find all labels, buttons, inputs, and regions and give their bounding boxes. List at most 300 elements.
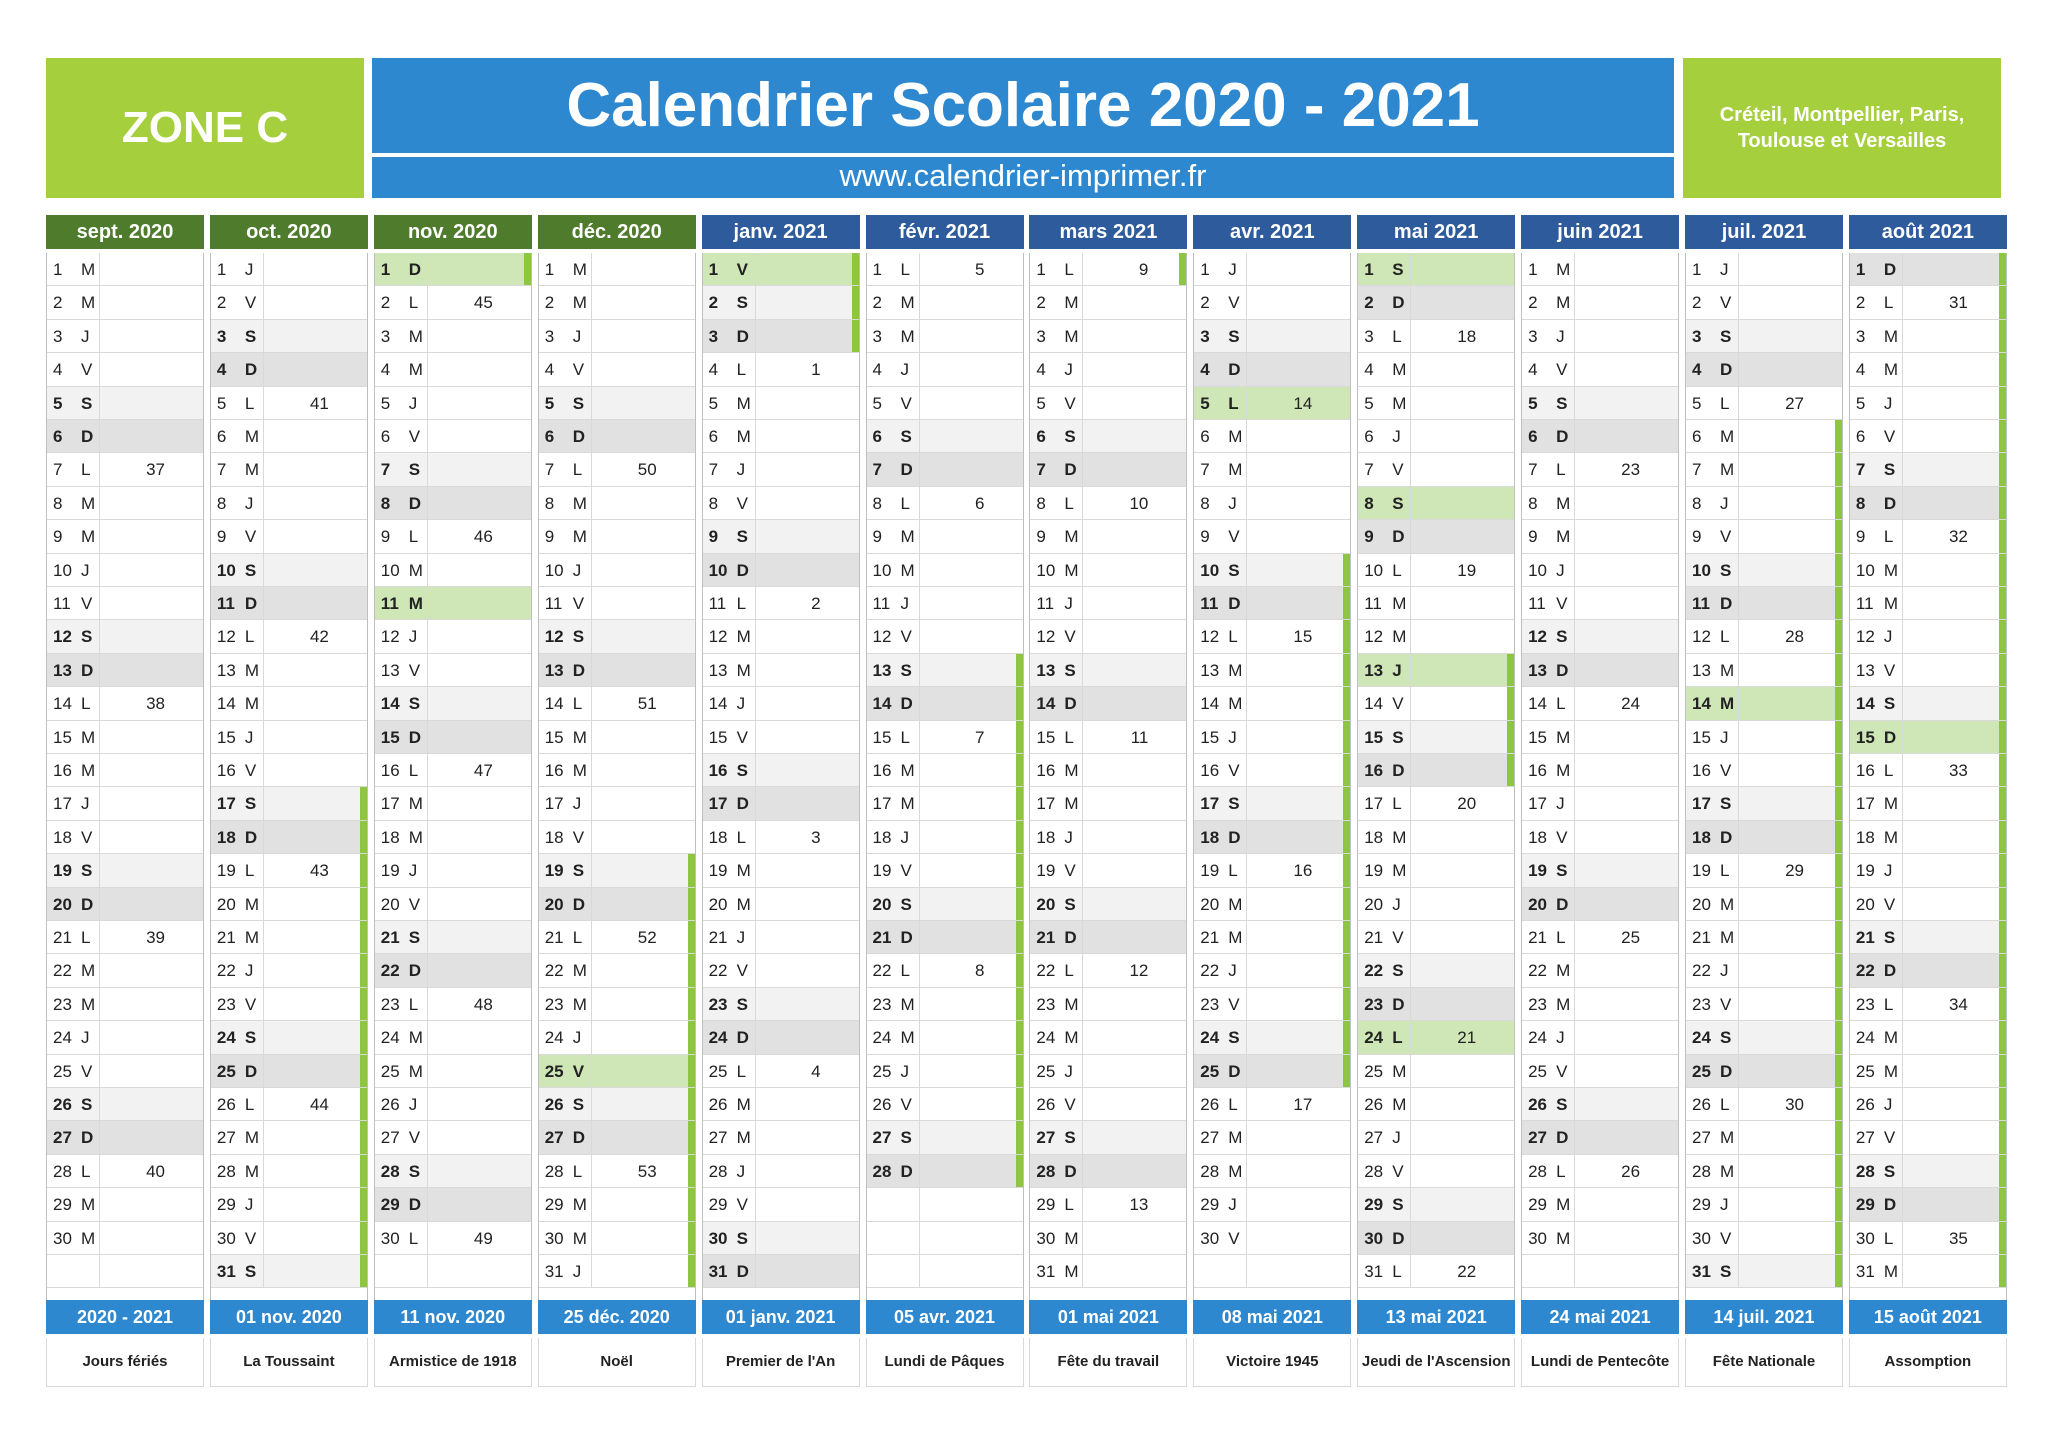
day-number: 8 xyxy=(1200,493,1210,513)
day-letter: M xyxy=(1720,1128,1735,1148)
vacation-marker xyxy=(1507,721,1514,753)
holiday-name: Jours fériés xyxy=(46,1338,204,1387)
day-letter: S xyxy=(1720,794,1732,814)
vacation-marker xyxy=(1999,721,2006,753)
day-number: 17 xyxy=(216,794,236,814)
day-row xyxy=(1850,721,2006,754)
day-letter: M xyxy=(408,827,423,847)
day-number: 8 xyxy=(216,493,227,513)
day-letter: S xyxy=(408,1161,421,1181)
day-number: 5 xyxy=(708,393,719,413)
day-letter: S xyxy=(1064,427,1076,446)
vacation-marker xyxy=(1835,1055,1842,1087)
month-header: avr. 2021 xyxy=(1193,215,1351,249)
week-number: 30 xyxy=(1785,1095,1804,1114)
day-letter: M xyxy=(572,994,587,1014)
day-row xyxy=(47,587,203,620)
day-letter: L xyxy=(1883,293,1894,313)
day-number: 15 xyxy=(1200,727,1220,747)
day-number: 22 xyxy=(1528,961,1548,981)
day-letter: L xyxy=(1883,761,1894,780)
month-days xyxy=(374,253,532,1316)
vacation-marker xyxy=(1835,754,1842,786)
day-row xyxy=(47,721,203,754)
day-number: 28 xyxy=(380,1161,400,1181)
vacation-marker xyxy=(1999,821,2006,853)
holiday-date: 25 déc. 2020 xyxy=(538,1300,696,1334)
day-number: 21 xyxy=(216,928,236,947)
day-row xyxy=(1194,1155,1350,1188)
day-letter: M xyxy=(1392,627,1407,647)
vacation-marker xyxy=(1835,1121,1842,1153)
day-number: 15 xyxy=(872,727,892,747)
week-number: 5 xyxy=(975,260,985,279)
day-number: 27 xyxy=(216,1128,236,1148)
day-row xyxy=(1194,554,1350,587)
day-letter: M xyxy=(81,1228,96,1248)
day-row xyxy=(211,554,367,587)
day-number: 17 xyxy=(708,794,728,814)
day-row xyxy=(211,1222,367,1255)
holiday-date: 14 juil. 2021 xyxy=(1685,1300,1843,1334)
vacation-marker xyxy=(1835,620,1842,652)
day-number: 26 xyxy=(380,1095,400,1114)
day-number: 17 xyxy=(1200,794,1220,814)
day-row xyxy=(47,1021,203,1054)
day-number: 20 xyxy=(1528,894,1548,914)
day-number: 15 xyxy=(708,727,728,747)
week-number: 18 xyxy=(1457,326,1477,346)
day-letter: S xyxy=(1556,1095,1568,1114)
day-letter: S xyxy=(1720,1262,1732,1281)
day-row xyxy=(211,520,367,553)
day-letter: J xyxy=(244,1195,254,1215)
day-number: 9 xyxy=(1036,527,1046,547)
day-number: 21 xyxy=(1200,928,1220,947)
day-letter: D xyxy=(81,660,94,680)
vacation-marker xyxy=(1835,1188,1842,1220)
day-number: 23 xyxy=(1855,994,1875,1014)
month-header: févr. 2021 xyxy=(866,215,1024,249)
day-row xyxy=(375,787,531,820)
day-letter: M xyxy=(900,527,915,547)
holiday-name: Assomption xyxy=(1849,1338,2007,1387)
day-letter: M xyxy=(1883,326,1899,346)
day-row xyxy=(539,1055,695,1088)
vacation-marker xyxy=(1507,687,1514,719)
day-letter: M xyxy=(1228,1128,1243,1148)
day-letter: V xyxy=(736,260,748,279)
day-row xyxy=(1358,1055,1514,1088)
week-number: 17 xyxy=(1293,1095,1313,1114)
day-number: 25 xyxy=(544,1061,564,1081)
day-number: 13 xyxy=(1692,660,1711,680)
day-letter: L xyxy=(900,493,910,513)
day-number: 4 xyxy=(53,360,63,380)
day-letter: M xyxy=(900,761,915,780)
day-row xyxy=(47,1121,203,1154)
month-days xyxy=(1029,253,1187,1316)
day-letter: D xyxy=(1556,427,1569,446)
day-row xyxy=(1686,353,1842,386)
day-row xyxy=(1358,754,1514,787)
day-number: 27 xyxy=(53,1128,72,1148)
day-number: 22 xyxy=(872,961,892,981)
day-number: 26 xyxy=(53,1095,72,1114)
day-letter: L xyxy=(1064,727,1074,747)
day-letter: V xyxy=(408,1128,421,1148)
day-row xyxy=(867,453,1023,486)
day-number: 12 xyxy=(1364,627,1384,647)
day-letter: M xyxy=(1064,794,1079,814)
day-number: 9 xyxy=(1364,527,1374,547)
day-letter: D xyxy=(1392,293,1405,313)
day-number: 24 xyxy=(872,1028,892,1048)
day-number: 12 xyxy=(544,627,564,647)
vacation-marker xyxy=(1343,787,1350,819)
day-letter: D xyxy=(1883,961,1897,981)
day-letter: M xyxy=(572,1228,587,1248)
day-letter: J xyxy=(244,961,254,981)
day-row xyxy=(539,687,695,720)
vacation-marker xyxy=(1016,687,1023,719)
day-row xyxy=(1358,453,1514,486)
day-row xyxy=(867,721,1023,754)
day-row xyxy=(375,1222,531,1255)
day-number: 10 xyxy=(1364,560,1384,580)
day-letter: V xyxy=(736,493,748,513)
vacation-marker xyxy=(524,253,531,285)
vacation-marker xyxy=(1835,988,1842,1020)
day-letter: L xyxy=(408,1228,419,1248)
day-number: 30 xyxy=(708,1228,728,1248)
day-row xyxy=(375,487,531,520)
day-number: 8 xyxy=(53,493,63,513)
day-number: 2 xyxy=(380,293,391,313)
day-number: 17 xyxy=(1855,794,1875,814)
day-letter: M xyxy=(1556,293,1571,313)
day-row xyxy=(1522,587,1678,620)
day-letter: D xyxy=(1556,894,1569,914)
vacation-marker xyxy=(360,1088,367,1120)
day-letter: V xyxy=(1720,527,1732,547)
day-number: 23 xyxy=(1036,994,1056,1014)
day-row xyxy=(1850,888,2006,921)
day-row xyxy=(1686,1222,1842,1255)
day-row xyxy=(1194,1222,1350,1255)
day-row xyxy=(1522,821,1678,854)
day-letter: S xyxy=(1064,894,1076,914)
day-number: 15 xyxy=(1692,727,1711,747)
website-link[interactable]: www.calendrier-imprimer.fr xyxy=(839,158,1207,193)
day-row xyxy=(1850,1055,2006,1088)
day-letter: S xyxy=(736,293,748,313)
day-row xyxy=(1194,687,1350,720)
day-number: 25 xyxy=(1528,1061,1548,1081)
day-letter: S xyxy=(1064,1128,1076,1148)
day-letter: V xyxy=(736,961,748,981)
day-row xyxy=(1850,620,2006,653)
vacation-marker xyxy=(1999,286,2006,318)
day-row xyxy=(1358,787,1514,820)
day-number: 1 xyxy=(1200,260,1210,279)
week-number: 13 xyxy=(1129,1195,1149,1215)
vacation-marker xyxy=(1016,921,1023,953)
day-number: 28 xyxy=(53,1161,72,1181)
week-number: 16 xyxy=(1293,861,1313,881)
month-column xyxy=(1849,215,2007,1316)
day-number: 7 xyxy=(1036,460,1046,480)
day-number: 12 xyxy=(380,627,400,647)
day-row xyxy=(1194,487,1350,520)
day-letter: S xyxy=(572,861,585,881)
day-row xyxy=(47,1155,203,1188)
day-row xyxy=(703,921,859,954)
day-letter: M xyxy=(408,1028,423,1048)
day-letter: D xyxy=(900,928,913,947)
day-number: 5 xyxy=(1200,393,1210,413)
day-number: 9 xyxy=(872,527,882,547)
day-number: 16 xyxy=(1855,761,1875,780)
day-letter: J xyxy=(1556,560,1565,580)
day-letter: M xyxy=(1064,527,1079,547)
month-days xyxy=(1193,253,1351,1316)
day-letter: L xyxy=(736,360,747,380)
day-number: 25 xyxy=(1200,1061,1220,1081)
day-row xyxy=(211,854,367,887)
day-row xyxy=(867,487,1023,520)
day-row xyxy=(1850,1121,2006,1154)
day-number: 22 xyxy=(1692,961,1711,981)
day-row xyxy=(1850,353,2006,386)
day-row xyxy=(1194,320,1350,353)
day-row xyxy=(539,420,695,453)
day-number: 19 xyxy=(872,861,892,881)
month-days xyxy=(866,253,1024,1316)
day-row xyxy=(1686,520,1842,553)
day-letter: L xyxy=(244,861,255,881)
vacation-marker xyxy=(1999,687,2006,719)
day-letter: V xyxy=(1392,460,1404,480)
day-number: 30 xyxy=(1855,1228,1875,1248)
day-row xyxy=(1686,654,1842,687)
day-number: 26 xyxy=(872,1095,892,1114)
day-letter: D xyxy=(244,360,258,380)
day-letter: S xyxy=(736,527,748,547)
day-letter: L xyxy=(1228,861,1238,881)
holiday-name: Noël xyxy=(538,1338,696,1387)
day-letter: S xyxy=(1228,326,1240,346)
day-letter: M xyxy=(572,727,587,747)
vacation-marker xyxy=(1835,1222,1842,1254)
day-number: 20 xyxy=(1364,894,1384,914)
day-number: 25 xyxy=(1036,1061,1056,1081)
day-number: 21 xyxy=(872,928,892,947)
week-number: 8 xyxy=(975,961,985,981)
day-letter: D xyxy=(1392,761,1405,780)
day-letter: M xyxy=(408,1061,423,1081)
day-letter: D xyxy=(1720,594,1733,613)
day-row xyxy=(1686,754,1842,787)
day-number: 29 xyxy=(708,1195,728,1215)
day-row xyxy=(867,420,1023,453)
day-row xyxy=(539,453,695,486)
day-number: 9 xyxy=(708,527,719,547)
day-number: 27 xyxy=(1528,1128,1548,1148)
day-letter: M xyxy=(1720,928,1735,947)
day-row xyxy=(375,453,531,486)
day-number: 10 xyxy=(544,560,564,580)
day-row xyxy=(1522,353,1678,386)
day-row xyxy=(703,286,859,319)
day-number: 12 xyxy=(1036,627,1056,647)
day-number: 20 xyxy=(544,894,564,914)
vacation-marker xyxy=(1835,687,1842,719)
day-number: 9 xyxy=(53,527,63,547)
day-letter: S xyxy=(1556,627,1568,647)
day-letter: S xyxy=(244,326,257,346)
day-row xyxy=(211,1255,367,1288)
day-number: 30 xyxy=(53,1228,72,1248)
day-letter: J xyxy=(1883,1095,1893,1114)
day-number: 5 xyxy=(544,393,555,413)
day-letter: L xyxy=(736,1061,747,1081)
day-row xyxy=(1686,420,1842,453)
day-row xyxy=(1194,253,1350,286)
day-letter: J xyxy=(244,493,254,513)
day-letter: D xyxy=(572,894,585,914)
month-column xyxy=(1193,215,1351,1316)
vacation-marker xyxy=(1835,654,1842,686)
vacation-marker xyxy=(360,1255,367,1287)
vacation-marker xyxy=(1999,487,2006,519)
day-letter: M xyxy=(81,961,96,981)
day-row xyxy=(867,1021,1023,1054)
day-number: 15 xyxy=(544,727,564,747)
day-number: 5 xyxy=(872,393,882,413)
day-number: 13 xyxy=(1528,660,1548,680)
day-number: 28 xyxy=(1692,1161,1711,1181)
day-number: 13 xyxy=(1036,660,1056,680)
day-number: 23 xyxy=(1528,994,1548,1014)
day-row xyxy=(703,687,859,720)
day-row xyxy=(1030,387,1186,420)
day-letter: L xyxy=(1556,1161,1566,1181)
day-row xyxy=(375,954,531,987)
day-number: 5 xyxy=(53,393,63,413)
day-letter: M xyxy=(1556,727,1571,747)
day-number: 2 xyxy=(1855,293,1866,313)
day-row xyxy=(539,387,695,420)
day-number: 2 xyxy=(872,293,882,313)
day-row xyxy=(1850,554,2006,587)
day-row xyxy=(1358,988,1514,1021)
vacation-marker xyxy=(1343,620,1350,652)
day-row xyxy=(375,754,531,787)
day-letter: M xyxy=(572,293,587,313)
day-number: 28 xyxy=(1364,1161,1384,1181)
day-row xyxy=(1358,554,1514,587)
day-number: 4 xyxy=(1528,360,1538,380)
day-letter: M xyxy=(1228,427,1243,446)
day-number: 20 xyxy=(1036,894,1056,914)
day-number: 4 xyxy=(544,360,555,380)
day-row xyxy=(211,988,367,1021)
day-row xyxy=(1358,888,1514,921)
day-row xyxy=(47,487,203,520)
vacation-marker xyxy=(1999,754,2006,786)
day-number: 20 xyxy=(53,894,72,914)
day-row xyxy=(1194,353,1350,386)
day-row xyxy=(211,821,367,854)
day-number: 23 xyxy=(708,994,728,1014)
day-letter: S xyxy=(572,1095,585,1114)
day-letter: M xyxy=(408,560,423,580)
day-letter: L xyxy=(1556,694,1566,714)
day-row xyxy=(375,520,531,553)
day-row xyxy=(1358,954,1514,987)
day-number: 19 xyxy=(216,861,236,881)
day-row xyxy=(1194,387,1350,420)
day-letter: M xyxy=(572,493,587,513)
day-letter: M xyxy=(81,527,96,547)
week-number: 41 xyxy=(309,393,329,413)
day-letter: D xyxy=(1392,1228,1405,1248)
day-letter: M xyxy=(244,660,260,680)
day-row xyxy=(375,1255,531,1288)
day-letter: D xyxy=(736,1262,749,1281)
vacation-marker xyxy=(1999,453,2006,485)
vacation-marker xyxy=(688,1188,695,1220)
day-letter: J xyxy=(81,326,90,346)
vacation-marker xyxy=(360,921,367,953)
day-letter: M xyxy=(1556,994,1571,1014)
day-number: 13 xyxy=(1200,660,1220,680)
day-number: 14 xyxy=(1364,694,1384,714)
day-number: 15 xyxy=(216,727,236,747)
day-letter: M xyxy=(1064,560,1079,580)
day-letter: J xyxy=(572,560,582,580)
day-letter: V xyxy=(1883,1128,1896,1148)
week-number: 48 xyxy=(473,994,493,1014)
week-number: 33 xyxy=(1948,761,1968,780)
day-number: 10 xyxy=(216,560,236,580)
holiday-date: 13 mai 2021 xyxy=(1357,1300,1515,1334)
day-letter: M xyxy=(81,260,96,279)
week-number: 22 xyxy=(1457,1262,1477,1281)
day-row xyxy=(1358,654,1514,687)
day-row xyxy=(1358,1155,1514,1188)
day-number: 6 xyxy=(380,427,391,446)
week-number: 40 xyxy=(146,1161,165,1181)
day-row xyxy=(375,1088,531,1121)
day-row xyxy=(47,520,203,553)
day-letter: L xyxy=(81,1161,91,1181)
day-number: 30 xyxy=(216,1228,236,1248)
day-row xyxy=(1522,1121,1678,1154)
day-number: 24 xyxy=(1036,1028,1056,1048)
day-row xyxy=(375,1188,531,1221)
month-column xyxy=(46,215,204,1316)
day-letter: M xyxy=(900,994,915,1014)
day-row xyxy=(1686,554,1842,587)
day-row xyxy=(539,1155,695,1188)
day-row xyxy=(1358,1121,1514,1154)
week-number: 46 xyxy=(473,527,493,547)
day-number: 4 xyxy=(216,360,227,380)
day-letter: J xyxy=(81,1028,90,1048)
day-number: 14 xyxy=(872,694,892,714)
